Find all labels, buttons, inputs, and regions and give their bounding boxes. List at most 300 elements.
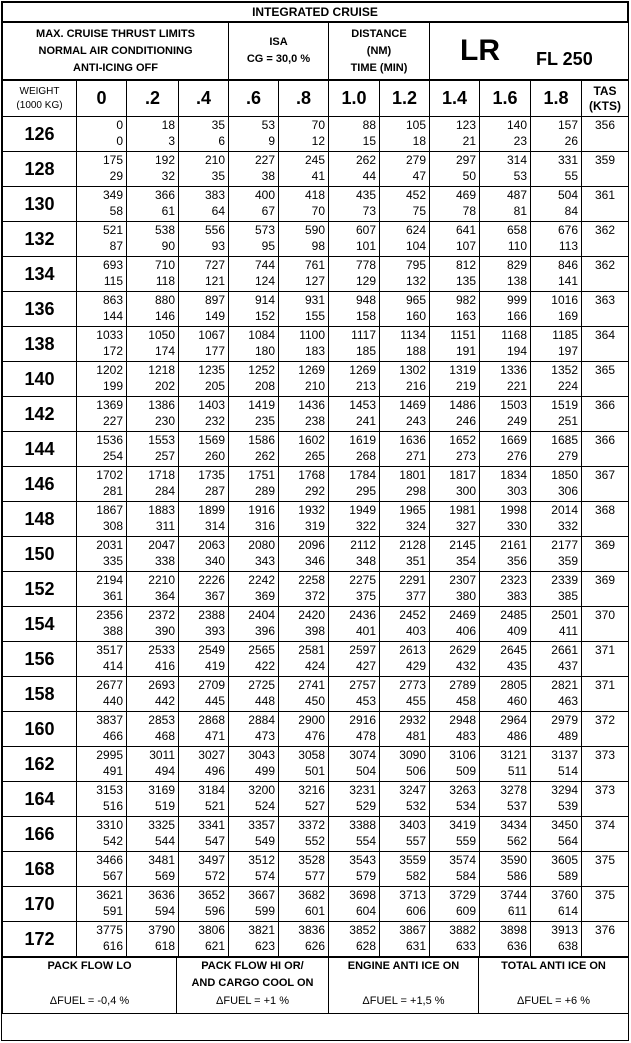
time-value: 437 [557,659,578,673]
time-value: 235 [254,414,275,428]
time-value: 422 [254,659,275,673]
table-row [3,502,629,537]
distance-value: 157 [557,118,578,132]
distance-value: 105 [405,118,426,132]
distance-value: 3512 [248,853,275,867]
distance-value: 297 [455,153,476,167]
distance-value: 3231 [349,783,376,797]
distance-value: 2693 [148,678,175,692]
distance-time-cell [279,537,329,572]
time-value: 249 [506,414,527,428]
distance-value: 1899 [198,503,225,517]
time-value: 509 [455,764,476,778]
distance-value: 3153 [96,783,123,797]
time-value: 177 [204,344,225,358]
distance-time-cell [127,642,179,677]
distance-value: 1084 [248,328,275,342]
time-value: 574 [254,869,275,883]
time-value: 506 [405,764,426,778]
time-value: 504 [355,764,376,778]
distance-value: 521 [102,223,123,237]
distance-value: 1352 [551,363,578,377]
time-value: 623 [254,939,275,953]
distance-value: 3278 [500,783,527,797]
footer-table [2,957,629,1014]
time-value: 292 [304,484,325,498]
time-value: 254 [102,449,123,463]
tas-header-unit: (KTS) [589,98,621,113]
distance-value: 2063 [198,538,225,552]
weight-cell: 154 [3,607,77,642]
time-value: 537 [506,799,527,813]
distance-time-cell [179,257,229,292]
distance-time-cell [279,187,329,222]
time-value: 330 [506,519,527,533]
distance-value: 2161 [500,538,527,552]
weight-cell: 130 [3,187,77,222]
time-value: 346 [304,554,325,568]
time-value: 359 [557,554,578,568]
distance-time-cell [430,467,480,502]
weight-cell: 132 [3,222,77,257]
distance-value: 931 [304,293,325,307]
distance-time-cell [531,327,582,362]
time-value: 380 [455,589,476,603]
distance-time-cell [480,362,531,397]
distance-time-cell [329,152,380,187]
distance-time-cell [279,397,329,432]
distance-time-cell [430,222,480,257]
time-value: 547 [204,834,225,848]
tas-cell: 365 [582,362,629,397]
time-value: 268 [355,449,376,463]
distance-value: 2773 [399,678,426,692]
time-value: 572 [204,869,225,883]
page-title: INTEGRATED CRUISE [3,3,628,22]
distance-time-cell [127,292,179,327]
distance-value: 279 [405,153,426,167]
distance-value: 2339 [551,573,578,587]
table-row [3,117,629,152]
cruise-table [2,80,629,957]
distance-time-cell [531,572,582,607]
distance-time-cell [179,677,229,712]
time-value: 316 [254,519,275,533]
distance-time-cell [127,677,179,712]
time-value: 633 [455,939,476,953]
distance-time-cell [229,117,279,152]
distance-value: 3760 [551,888,578,902]
time-value: 335 [102,554,123,568]
time-value: 121 [204,274,225,288]
distance-value: 2388 [198,608,225,622]
distance-time-cell [77,292,127,327]
distance-time-cell [430,432,480,467]
distance-time-cell [179,467,229,502]
distance-time-cell [329,537,380,572]
correction-cell [3,958,177,1014]
distance-time-cell [127,467,179,502]
distance-value: 1269 [298,363,325,377]
time-value: 554 [355,834,376,848]
time-value: 257 [154,449,175,463]
distance-value: 1218 [148,363,175,377]
distance-value: 2709 [198,678,225,692]
time-value: 432 [455,659,476,673]
distance-value: 1981 [449,503,476,517]
distance-time-cell [531,747,582,782]
distance-value: 573 [254,223,275,237]
distance-time-cell [229,852,279,887]
distance-time-cell [329,887,380,922]
time-value: 3 [168,134,175,148]
distance-time-cell [229,572,279,607]
distance-time-cell [179,922,229,957]
distance-time-cell [531,817,582,852]
distance-time-cell [430,537,480,572]
distance-value: 70 [311,118,325,132]
distance-time-cell [127,887,179,922]
time-value: 314 [204,519,225,533]
distance-value: 2581 [298,643,325,657]
time-value: 18 [412,134,426,148]
title-table [2,2,628,22]
distance-value: 538 [154,223,175,237]
distance-value: 3357 [248,818,275,832]
distance-time-cell [380,922,430,957]
time-value: 388 [102,624,123,638]
distance-time-cell [329,292,380,327]
distance-time-cell [380,642,430,677]
time-value: 332 [557,519,578,533]
column-header-7: 1.4 [430,81,480,117]
table-row [3,642,629,677]
distance-time-cell [480,887,531,922]
distance-time-cell [77,467,127,502]
distance-time-cell [430,257,480,292]
time-value: 516 [102,799,123,813]
time-value: 468 [154,729,175,743]
weight-header-unit: (1000 KG) [16,99,63,111]
table-row [3,397,629,432]
distance-value: 3090 [399,748,426,762]
distance-time-cell [531,292,582,327]
distance-value: 2629 [449,643,476,657]
distance-value: 3058 [298,748,325,762]
distance-time-cell [480,292,531,327]
column-header-1: .2 [127,81,179,117]
distance-time-cell [531,922,582,957]
distance-value: 452 [405,188,426,202]
distance-time-cell [480,327,531,362]
time-value: 577 [304,869,325,883]
fuel-correction-value: ΔFUEL = +1 % [216,995,289,1007]
tas-cell: 362 [582,257,629,292]
distance-time-cell [229,467,279,502]
distance-time-cell [531,362,582,397]
distance-value: 1602 [298,433,325,447]
distance-value: 2789 [449,678,476,692]
cruise-table-body [3,117,629,957]
time-value: 351 [405,554,426,568]
tas-cell: 373 [582,782,629,817]
distance-time-cell [279,782,329,817]
distance-value: 1503 [500,398,527,412]
distance-value: 1134 [400,328,426,342]
distance-time-cell [179,852,229,887]
distance-time-cell [329,747,380,782]
mode-label: LR [460,34,500,67]
distance-value: 982 [455,293,476,307]
time-value: 429 [405,659,426,673]
distance-time-cell [430,362,480,397]
time-value: 202 [154,379,175,393]
distance-time-cell [480,852,531,887]
distance-time-cell [480,467,531,502]
distance-value: 3590 [500,853,527,867]
time-value: 401 [355,624,376,638]
time-value: 589 [557,869,578,883]
column-header-2: .4 [179,81,229,117]
distance-value: 3636 [148,888,175,902]
distance-value: 1867 [96,503,123,517]
distance-value: 3434 [500,818,527,832]
distance-value: 88 [362,118,376,132]
distance-time-cell [279,747,329,782]
tas-cell: 359 [582,152,629,187]
time-value: 158 [355,309,376,323]
flight-level: FL 250 [536,49,593,69]
time-value: 539 [557,799,578,813]
distance-time-cell [229,187,279,222]
distance-time-cell [127,397,179,432]
distance-time-cell [77,222,127,257]
time-value: 594 [154,904,175,918]
distance-value: 418 [304,188,325,202]
distance-value: 3388 [349,818,376,832]
distance-time-cell [229,782,279,817]
distance-time-cell [279,817,329,852]
distance-time-cell [531,432,582,467]
time-value: 84 [564,204,578,218]
time-value: 338 [154,554,175,568]
time-value: 199 [102,379,123,393]
distance-value: 2307 [449,573,476,587]
distance-time-cell [77,362,127,397]
distance-value: 3419 [449,818,476,832]
distance-value: 1553 [148,433,175,447]
distance-value: 710 [154,258,175,272]
distance-value: 2932 [399,713,426,727]
distance-value: 2436 [349,608,376,622]
distance-value: 3200 [248,783,275,797]
table-row [3,747,629,782]
time-value: 579 [355,869,376,883]
time-value: 411 [558,624,578,638]
time-value: 460 [506,694,527,708]
distance-time-cell [380,152,430,187]
distance-value: 2323 [500,573,527,587]
distance-time-cell [329,572,380,607]
distance-time-cell [279,362,329,397]
distance-value: 1619 [349,433,376,447]
distance-time-block [329,23,430,80]
distance-value: 3027 [198,748,225,762]
distance-time-cell [329,187,380,222]
distance-value: 1151 [450,328,476,342]
time-value: 98 [311,239,325,253]
time-value: 135 [455,274,476,288]
distance-time-cell [380,572,430,607]
distance-value: 744 [254,258,275,272]
time-value: 6 [218,134,225,148]
time-value: 35 [211,169,225,183]
header-table [2,22,629,80]
distance-time-cell [430,747,480,782]
distance-time-cell [480,782,531,817]
time-value: 9 [268,134,275,148]
time-value: 208 [254,379,275,393]
time-value: 61 [161,204,175,218]
distance-value: 1252 [248,363,275,377]
time-value: 591 [102,904,123,918]
distance-time-cell [77,572,127,607]
distance-value: 2821 [551,678,578,692]
distance-time-cell [179,782,229,817]
time-value: 491 [102,764,123,778]
time-value: 180 [254,344,275,358]
distance-value: 2112 [350,538,376,552]
distance-value: 1269 [349,363,376,377]
distance-value: 3294 [551,783,578,797]
weight-cell: 144 [3,432,77,467]
distance-time-cell [480,607,531,642]
time-value: 631 [405,939,426,953]
distance-value: 2291 [399,573,426,587]
time-value: 466 [102,729,123,743]
time-value: 124 [254,274,275,288]
time-value: 552 [304,834,325,848]
time-value: 251 [557,414,578,428]
correction-label: AND CARGO COOL ON [191,977,314,989]
distance-value: 556 [204,223,225,237]
distance-value: 897 [204,293,225,307]
distance-value: 18 [161,118,175,132]
distance-value: 2469 [449,608,476,622]
time-value: 284 [154,484,175,498]
time-value: 478 [355,729,376,743]
distance-value: 1768 [298,468,325,482]
distance-time-cell [430,922,480,957]
distance-value: 487 [506,188,527,202]
distance-value: 3121 [500,748,527,762]
time-value: 144 [102,309,123,323]
time-value: 152 [254,309,275,323]
distance-value: 331 [557,153,578,167]
time-value: 463 [557,694,578,708]
time-value: 524 [254,799,275,813]
time-value: 306 [557,484,578,498]
time-value: 616 [102,939,123,953]
tas-cell: 364 [582,327,629,362]
time-value: 606 [405,904,426,918]
distance-time-cell [531,712,582,747]
distance-time-cell [480,747,531,782]
tas-cell: 369 [582,537,629,572]
distance-value: 245 [304,153,325,167]
time-value: 562 [506,834,527,848]
distance-value: 676 [557,223,578,237]
distance-value: 761 [304,258,325,272]
distance-value: 3517 [96,643,123,657]
time-value: 383 [506,589,527,603]
distance-value: 2725 [248,678,275,692]
tas-cell: 374 [582,817,629,852]
time-value: 542 [102,834,123,848]
time-value: 367 [204,589,225,603]
distance-time-cell [179,152,229,187]
distance-value: 2677 [96,678,123,692]
distance-value: 400 [254,188,275,202]
time-value: 295 [355,484,376,498]
time-value: 87 [109,239,123,253]
distance-time-cell [279,607,329,642]
time-value: 21 [462,134,476,148]
time-value: 101 [355,239,376,253]
correction-label: PACK FLOW LO [47,960,132,972]
distance-time-cell [480,817,531,852]
distance-time-cell [127,817,179,852]
distance-value: 2916 [349,713,376,727]
time-value: 586 [506,869,527,883]
distance-value: 435 [355,188,376,202]
time-value: 611 [507,904,527,918]
time-value: 519 [154,799,175,813]
distance-time-cell [329,222,380,257]
distance-value: 3713 [399,888,426,902]
table-row [3,362,629,397]
distance-time-cell [380,397,430,432]
tas-cell: 375 [582,887,629,922]
distance-time-cell [329,397,380,432]
distance-value: 914 [254,293,275,307]
distance-time-cell [380,257,430,292]
distance-time-cell [380,187,430,222]
distance-value: 863 [102,293,123,307]
weight-cell: 134 [3,257,77,292]
distance-time-cell [179,292,229,327]
weight-cell: 172 [3,922,77,957]
distance-value: 1050 [148,328,175,342]
distance-value: 812 [455,258,476,272]
distance-time-cell [531,257,582,292]
table-row [3,852,629,887]
distance-value: 3450 [551,818,578,832]
time-value: 271 [405,449,426,463]
time-value: 188 [405,344,426,358]
tas-header-label: TAS [593,83,617,98]
time-value: 311 [155,519,175,533]
distance-unit: (NM) [366,44,392,57]
time-label: TIME (MIN) [350,61,408,74]
distance-time-cell [430,152,480,187]
distance-value: 469 [455,188,476,202]
distance-time-cell [480,572,531,607]
time-value: 327 [455,519,476,533]
distance-value: 2661 [551,643,578,657]
distance-value: 607 [355,223,376,237]
tas-cell: 369 [582,572,629,607]
